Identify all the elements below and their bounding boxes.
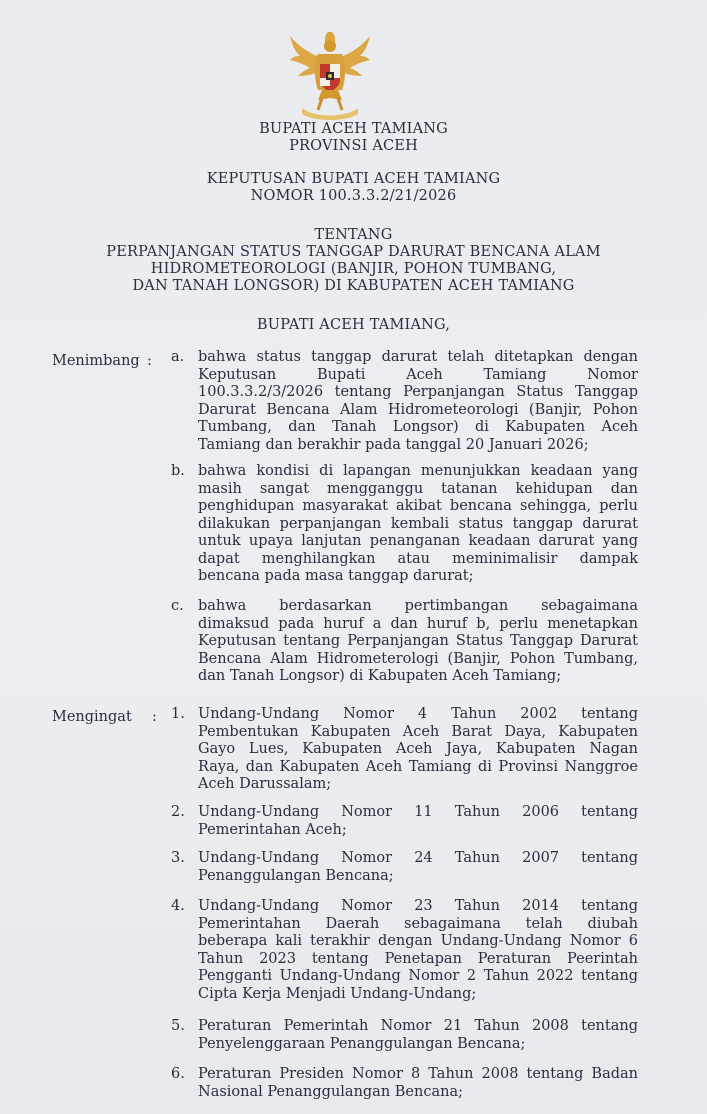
text-line: bahwa berdasarkan pertimbangan sebagaimana xyxy=(198,598,638,614)
mengingat-item-6 xyxy=(198,1066,638,1101)
official-heading: BUPATI ACEH TAMIANG, xyxy=(256,317,451,333)
subject-line-3: DAN TANAH LONGSOR) DI KABUPATEN ACEH TAMIANG xyxy=(132,278,575,294)
text-line: Nasional Penanggulangan Bencana; xyxy=(198,1083,463,1100)
text-line: Undang-Undang Nomor 11 Tahun 2006 tentang xyxy=(198,804,638,820)
text-line: Tumbang, dan Tanah Longsor) di Kabupaten Aceh xyxy=(198,419,638,435)
menimbang-marker-c: c. xyxy=(171,598,184,614)
text-line: dimaksud pada huruf a dan huruf b, perlu menetapkan xyxy=(198,615,638,632)
garuda-emblem-icon xyxy=(284,28,376,122)
mengingat-marker-1: 1. xyxy=(171,706,185,722)
mengingat-marker-5: 5. xyxy=(171,1018,185,1034)
text-line: Gayo Lues, Kabupaten Aceh Jaya, Kabupaten Nagan xyxy=(198,741,638,757)
text-line: Aceh Darussalam; xyxy=(198,776,332,792)
decree-number: NOMOR 100.3.3.2/21/2026 xyxy=(250,188,457,204)
mengingat-item-5 xyxy=(198,1018,638,1053)
text-line: beberapa kali terakhir dengan Undang-Undang Nomor 6 xyxy=(198,933,638,949)
text-line: bahwa status tanggap darurat telah ditetapkan dengan xyxy=(198,349,638,365)
mengingat-label: Mengingat xyxy=(52,709,132,725)
text-line: Penyelenggaraan Penanggulangan Bencana; xyxy=(198,1035,526,1052)
menimbang-item-c xyxy=(198,598,638,686)
mengingat-marker-6: 6. xyxy=(171,1066,185,1082)
subject-heading: TENTANG xyxy=(314,227,393,243)
text-line: 100.3.3.2/3/2026 tentang Perpanjangan Status Tanggap xyxy=(198,384,638,400)
text-line: bencana pada masa tanggap darurat; xyxy=(198,568,474,584)
text-line: dilakukan perpanjangan kembali status tanggap darurat xyxy=(198,515,638,532)
mengingat-marker-3: 3. xyxy=(171,850,185,866)
subject-line-1: PERPANJANGAN STATUS TANGGAP DARURAT BENCANA ALAM xyxy=(106,244,601,260)
menimbang-item-a xyxy=(198,349,638,454)
text-line: untuk upaya lanjutan penanganan keadaan darurat yang xyxy=(198,533,638,549)
mengingat-item-1 xyxy=(198,706,638,794)
text-line: Keputusan Bupati Aceh Tamiang Nomor xyxy=(198,366,638,383)
menimbang-marker-a: a. xyxy=(171,349,185,365)
text-line: Undang-Undang Nomor 23 Tahun 2014 tentang xyxy=(198,898,638,914)
decree-block xyxy=(0,171,707,204)
text-line: bahwa kondisi di lapangan menunjukkan keadaan yang xyxy=(198,463,638,479)
text-line: Pemerintahan Aceh; xyxy=(198,821,347,838)
mengingat-item-2 xyxy=(198,804,638,839)
text-line: penghidupan masyarakat akibat bencana sehingga, perlu xyxy=(198,498,638,514)
text-line: Pemerintahan Daerah sebagaimana telah diubah xyxy=(198,915,638,932)
text-line: Cipta Kerja Menjadi Undang-Undang; xyxy=(198,985,477,1002)
text-line: Raya, dan Kabupaten Aceh Tamiang di Provinsi Nanggroe xyxy=(198,758,638,775)
text-line: Tamiang dan berakhir pada tanggal 20 Januari 2026; xyxy=(198,436,589,453)
text-line: Undang-Undang Nomor 24 Tahun 2007 tentang xyxy=(198,850,638,866)
subject-block xyxy=(0,227,707,294)
text-line: Tahun 2023 tentang Penetapan Peraturan Peerintah xyxy=(198,950,638,967)
mengingat-marker-4: 4. xyxy=(171,898,185,914)
menimbang-marker-b: b. xyxy=(171,463,185,479)
subject-line-2: HIDROMETEOROLOGI (BANJIR, POHON TUMBANG, xyxy=(150,261,557,277)
issuer-province: PROVINSI ACEH xyxy=(289,138,418,154)
mengingat-colon: : xyxy=(152,709,157,725)
mengingat-item-3 xyxy=(198,850,638,885)
text-line: Undang-Undang Nomor 4 Tahun 2002 tentang xyxy=(198,706,638,722)
menimbang-label: Menimbang xyxy=(52,353,140,369)
menimbang-item-b xyxy=(198,463,638,586)
text-line: Pembentukan Kabupaten Aceh Barat Daya, Kabupaten xyxy=(198,723,638,740)
text-line: Bencana Alam Hidrometerologi (Banjir, Pohon Tumbang, xyxy=(198,650,638,667)
menimbang-colon: : xyxy=(147,353,152,369)
issuer-title: BUPATI ACEH TAMIANG xyxy=(259,121,448,137)
text-line: masih sangat mengganggu tatanan kehidupan dan xyxy=(198,480,638,497)
text-line: dapat menghilangkan atau meminimalisir dampak xyxy=(198,550,638,567)
text-line: Darurat Bencana Alam Hidrometeorologi (Banjir, Pohon xyxy=(198,401,638,418)
issuer-block xyxy=(0,121,707,154)
text-line: dan Tanah Longsor) di Kabupaten Aceh Tamiang; xyxy=(198,668,562,684)
text-line: Peraturan Presiden Nomor 8 Tahun 2008 tentang Badan xyxy=(198,1066,638,1082)
text-line: Penanggulangan Bencana; xyxy=(198,867,394,884)
text-line: Keputusan tentang Perpanjangan Status Tanggap Darurat xyxy=(198,633,638,649)
mengingat-marker-2: 2. xyxy=(171,804,185,820)
decree-title: KEPUTUSAN BUPATI ACEH TAMIANG xyxy=(206,171,501,187)
mengingat-item-4 xyxy=(198,898,638,1003)
text-line: Peraturan Pemerintah Nomor 21 Tahun 2008 tentang xyxy=(198,1018,638,1034)
text-line: Pengganti Undang-Undang Nomor 2 Tahun 2022 tentang xyxy=(198,968,638,984)
